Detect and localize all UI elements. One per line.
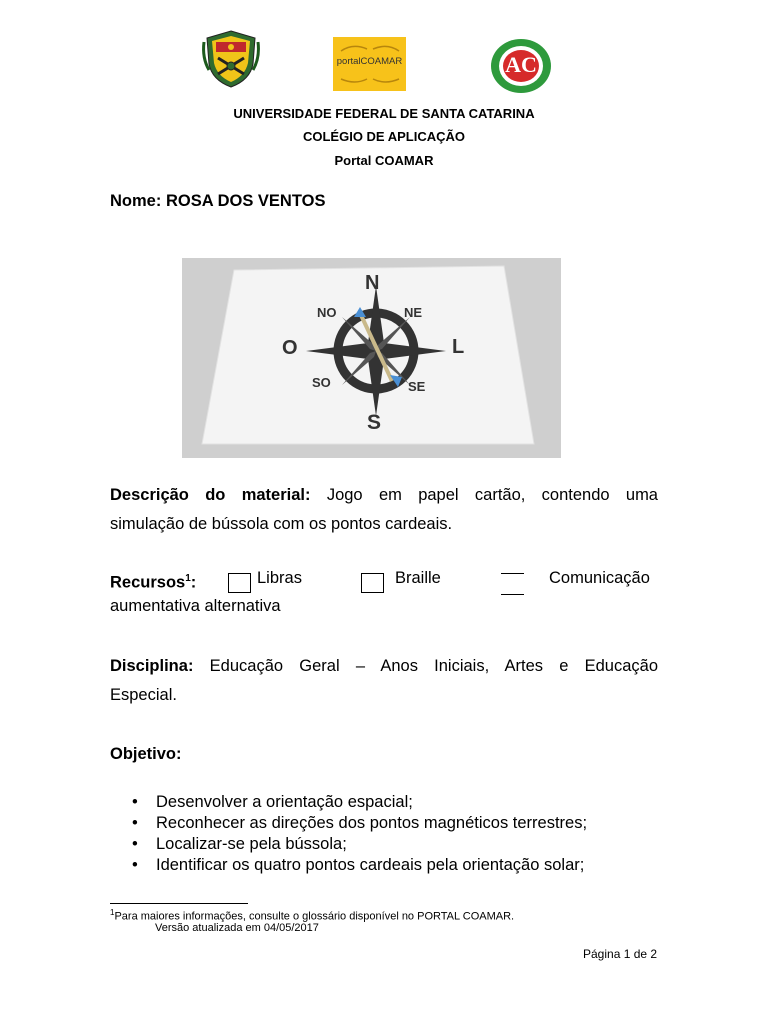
bullet-icon: •: [132, 814, 138, 832]
objective-list: [110, 792, 587, 876]
title-label: Nome:: [110, 192, 162, 210]
compass-south-label: S: [367, 411, 382, 434]
header-university: UNIVERSIDADE FEDERAL DE SANTA CATARINA: [233, 106, 535, 121]
objective-label: Objetivo:: [110, 745, 182, 763]
resources-label-text: Recursos: [110, 573, 186, 592]
communication-checkbox[interactable]: [501, 573, 524, 595]
braille-label: Braille: [395, 569, 441, 587]
resources-footnote-mark: 1: [185, 573, 191, 584]
communication-label-line2: aumentativa alternativa: [110, 597, 281, 615]
page-title: [110, 192, 325, 211]
compass-southwest-label: SO: [312, 375, 331, 390]
bullet-icon: •: [132, 856, 138, 874]
header-portal: Portal COAMAR: [334, 153, 434, 168]
objective-item-text: Identificar os quatro pontos cardeais pela orientação solar;: [156, 856, 585, 874]
discipline-label: Disciplina:: [110, 657, 194, 675]
discipline-line2: Especial.: [110, 686, 177, 704]
portal-coamar-logo-text: portalCOAMAR: [336, 56, 403, 67]
description-line1: [110, 481, 658, 510]
libras-label: Libras: [257, 569, 302, 587]
footnote-mark: 1: [110, 908, 115, 917]
bullet-icon: •: [132, 793, 138, 811]
compass-rose-photo: [182, 258, 561, 458]
compass-west-label: O: [282, 337, 298, 359]
objective-item-text: Localizar-se pela bússola;: [156, 835, 347, 853]
objective-item-text: Desenvolver a orientação espacial;: [156, 793, 413, 811]
footnote-divider: [110, 903, 248, 904]
discipline-line1: [110, 652, 658, 681]
compass-east-label: L: [452, 336, 465, 358]
compass-northeast-label: NE: [404, 305, 423, 320]
list-item: [110, 792, 587, 813]
objective-item-text: Reconhecer as direções dos pontos magnéticos terrestres;: [156, 814, 588, 832]
list-item: [110, 834, 587, 855]
compass-northwest-label: NO: [317, 305, 337, 320]
compass-southeast-label: SE: [408, 379, 426, 394]
title-value: ROSA DOS VENTOS: [165, 192, 326, 210]
communication-label-line1: Comunicação: [549, 569, 650, 587]
footnote-text: Para maiores informações, consulte o glossário disponível no PORTAL COAMAR.: [114, 910, 515, 923]
version-date: Versão atualizada em 04/05/2017: [155, 922, 319, 934]
ac-logo: [489, 37, 553, 95]
page-number: Página 1 de 2: [583, 947, 658, 961]
compass-north-label: N: [365, 272, 380, 294]
footnote: [110, 908, 514, 923]
description-text: Jogo em papel cartão, contendo uma: [326, 486, 658, 504]
portal-coamar-logo: [333, 37, 406, 91]
description-line2: simulação de bússola com os pontos cardeais.: [110, 515, 453, 533]
description-label: Descrição do material:: [110, 486, 311, 504]
header-college: COLÉGIO DE APLICAÇÃO: [302, 129, 466, 144]
ac-logo-text: AC: [505, 52, 537, 77]
discipline-text: Educação Geral – Anos Iniciais, Artes e Educação: [209, 657, 658, 675]
ufsc-coat-of-arms-icon: [200, 28, 262, 90]
list-item: [110, 855, 587, 876]
libras-checkbox[interactable]: [228, 573, 251, 593]
bullet-icon: •: [132, 835, 138, 853]
braille-checkbox[interactable]: [361, 573, 384, 593]
resources-colon: :: [190, 573, 197, 592]
list-item: [110, 813, 587, 834]
